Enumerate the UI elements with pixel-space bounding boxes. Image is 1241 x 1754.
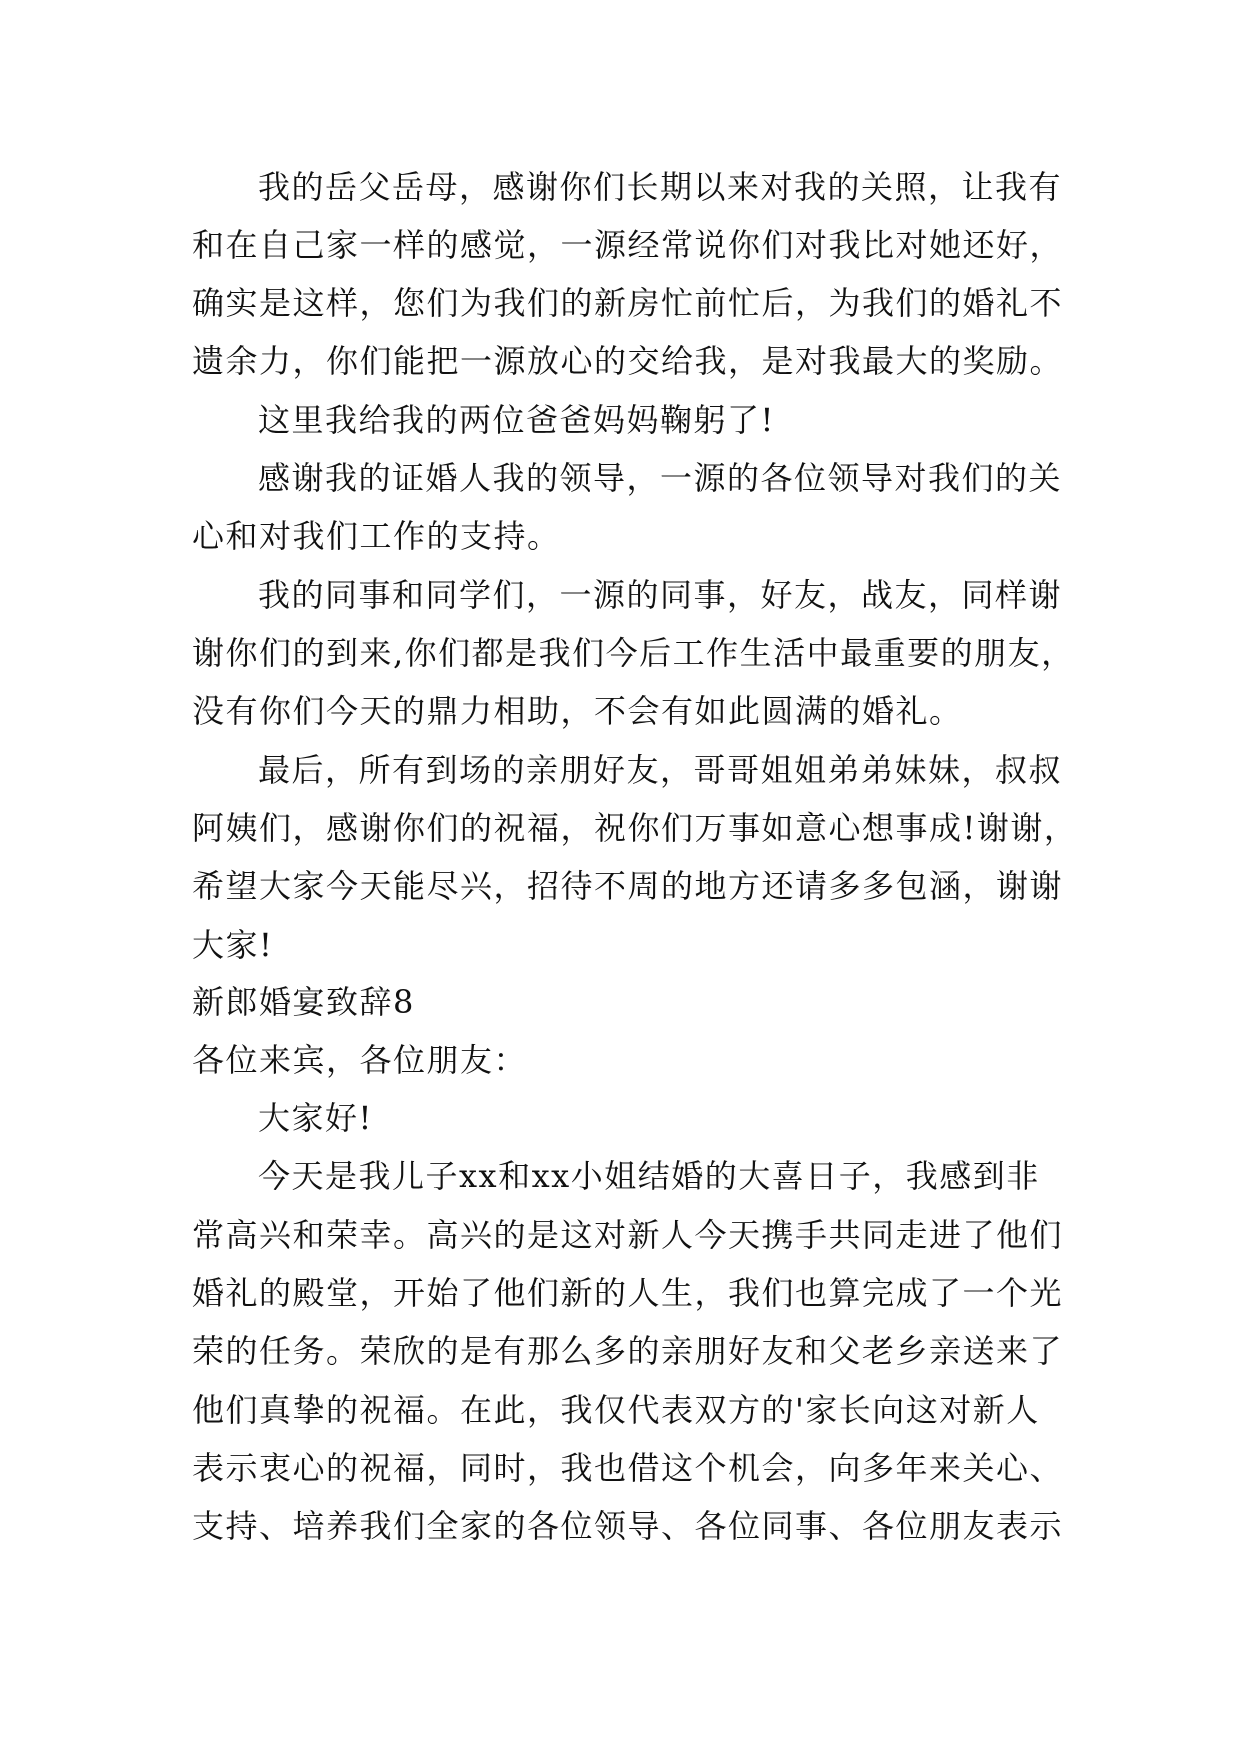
text-line: 阿姨们，感谢你们的祝福，祝你们万事如意心想事成!谢谢， xyxy=(192,809,1078,847)
text-line: 支持、培养我们全家的各位领导、各位同事、各位朋友表示 xyxy=(192,1507,1064,1545)
text-line: 没有你们今天的鼎力相助，不会有如此圆满的婚礼。 xyxy=(192,692,963,730)
text-line: 最后，所有到场的亲朋好友，哥哥姐姐弟弟妹妹，叔叔 xyxy=(258,751,1063,789)
text-line: 我的岳父岳母，感谢你们长期以来对我的关照，让我有 xyxy=(258,168,1063,206)
text-line: 婚礼的殿堂，开始了他们新的人生，我们也算完成了一个光 xyxy=(192,1274,1064,1312)
greeting: 大家好! xyxy=(258,1099,373,1137)
text-line: 荣的任务。荣欣的是有那么多的亲朋好友和父老乡亲送来了 xyxy=(192,1332,1064,1370)
text-line: 谢你们的到来,你们都是我们今后工作生活中最重要的朋友， xyxy=(192,634,1075,672)
text-line: 遗余力，你们能把一源放心的交给我，是对我最大的奖励。 xyxy=(192,342,1064,380)
text-line: 和在自己家一样的感觉，一源经常说你们对我比对她还好， xyxy=(192,226,1064,264)
text-line: 这里我给我的两位爸爸妈妈鞠躬了! xyxy=(258,401,775,439)
text-line: 他们真挚的祝福。在此，我仅代表双方的'家长向这对新人 xyxy=(192,1391,1040,1429)
text-line: 表示衷心的祝福，同时，我也借这个机会，向多年来关心、 xyxy=(192,1449,1064,1487)
text-line: 感谢我的证婚人我的领导，一源的各位领导对我们的关 xyxy=(258,459,1063,497)
salutation: 各位来宾，各位朋友： xyxy=(192,1041,528,1079)
section-heading: 新郎婚宴致辞8 xyxy=(192,983,415,1021)
text-line: 希望大家今天能尽兴，招待不周的地方还请多多包涵，谢谢 xyxy=(192,867,1064,905)
text-line: 确实是这样，您们为我们的新房忙前忙后，为我们的婚礼不 xyxy=(192,284,1064,322)
text-line: 大家! xyxy=(192,926,274,964)
text-line: 今天是我儿子xx和xx小姐结婚的大喜日子，我感到非 xyxy=(258,1157,1040,1195)
text-line: 常高兴和荣幸。高兴的是这对新人今天携手共同走进了他们 xyxy=(192,1216,1064,1254)
text-line: 我的同事和同学们，一源的同事，好友，战友，同样谢 xyxy=(258,576,1063,614)
text-line: 心和对我们工作的支持。 xyxy=(192,517,561,555)
